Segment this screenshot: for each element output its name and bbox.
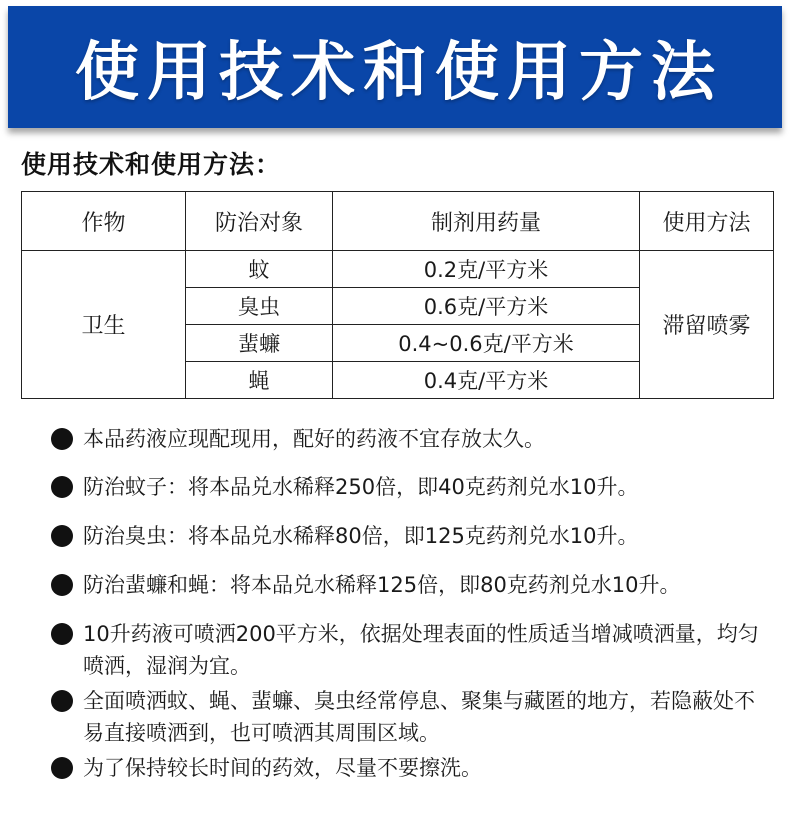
header-crop: 作物 <box>22 192 186 251</box>
bullet-icon <box>51 623 73 645</box>
note-text: 为了保持较长时间的药效，尽量不要擦洗。 <box>83 756 482 780</box>
list-item <box>51 520 639 552</box>
list-item <box>51 471 639 503</box>
target-cell: 蝇 <box>186 362 333 399</box>
method-cell: 滞留喷雾 <box>640 251 774 399</box>
bullet-icon <box>51 525 73 547</box>
header-dosage: 制剂用药量 <box>333 192 640 251</box>
section-subtitle: 使用技术和使用方法： <box>21 150 282 179</box>
dosage-cell: 0.4克/平方米 <box>333 362 640 399</box>
note-text: 本品药液应现配现用，配好的药液不宜存放太久。 <box>83 427 545 451</box>
crop-cell: 卫生 <box>22 251 186 399</box>
header-method: 使用方法 <box>640 192 774 251</box>
list-item <box>51 569 681 601</box>
dosage-cell: 0.2克/平方米 <box>333 251 640 288</box>
note-text: 防治臭虫：将本品兑水稀释80倍，即125克药剂兑水10升。 <box>83 524 639 548</box>
table-header-row <box>22 192 774 251</box>
note-text: 防治蜚蠊和蝇：将本品兑水稀释125倍，即80克药剂兑水10升。 <box>83 573 681 597</box>
title-banner <box>8 6 782 128</box>
bullet-icon <box>51 476 73 498</box>
dosage-cell: 0.4~0.6克/平方米 <box>333 325 640 362</box>
target-cell: 蚊 <box>186 251 333 288</box>
table-row <box>22 251 774 288</box>
target-cell: 臭虫 <box>186 288 333 325</box>
list-item <box>51 618 773 682</box>
list-item <box>51 752 482 784</box>
dosage-cell: 0.6克/平方米 <box>333 288 640 325</box>
bullet-icon <box>51 690 73 712</box>
usage-table <box>21 191 774 399</box>
note-text: 10升药液可喷洒200平方米，依据处理表面的性质适当增减喷洒量，均匀喷洒，湿润为宜。 <box>83 622 759 678</box>
note-text: 防治蚊子：将本品兑水稀释250倍，即40克药剂兑水10升。 <box>83 475 639 499</box>
note-text: 全面喷洒蚊、蝇、蜚蠊、臭虫经常停息、聚集与藏匿的地方，若隐蔽处不易直接喷洒到，也可喷洒其周围区域。 <box>83 689 755 745</box>
list-item <box>51 423 545 455</box>
list-item <box>51 685 773 749</box>
bullet-icon <box>51 428 73 450</box>
bullet-icon <box>51 757 73 779</box>
banner-title: 使用技术和使用方法 <box>75 36 723 110</box>
target-cell: 蜚蠊 <box>186 325 333 362</box>
header-target: 防治对象 <box>186 192 333 251</box>
bullet-icon <box>51 574 73 596</box>
